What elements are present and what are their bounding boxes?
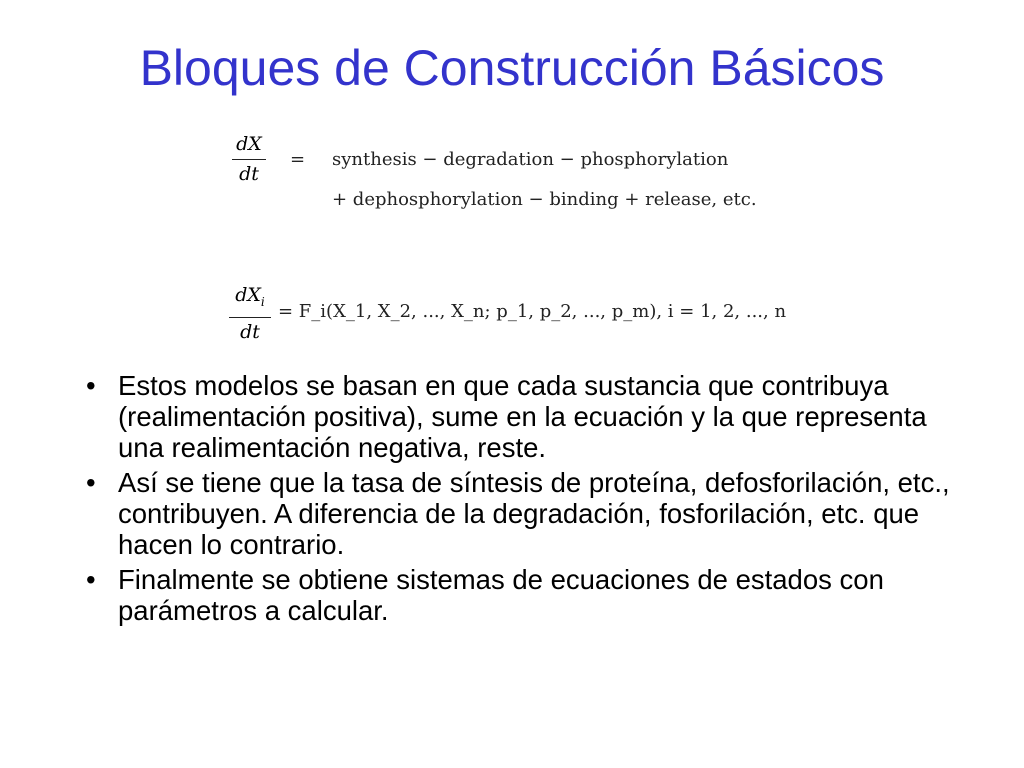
bullet-marker: • — [86, 564, 96, 595]
bullet-list — [80, 370, 960, 630]
equation-1-equals: = — [290, 149, 306, 170]
bullet-text: Así se tiene que la tasa de síntesis de proteína, defosforilación, etc., contribuyen. A diferencia de la degradación, fosforilación, etc. que hacen lo contrario. — [118, 467, 950, 560]
equation-2-numerator-sub: i — [260, 294, 265, 309]
slide-title: Bloques de Construcción Básicos — [139, 40, 885, 96]
bullet-marker: • — [86, 467, 96, 498]
equation-1-numerator: dX — [236, 133, 262, 155]
list-item — [80, 564, 960, 626]
fraction-bar — [232, 159, 266, 160]
equation-2-numerator — [235, 284, 265, 313]
equation-1-denominator: dt — [239, 163, 259, 185]
equation-1-line-2: + dephosphorylation − binding + release, etc. — [332, 189, 757, 210]
equation-2-fraction — [229, 284, 271, 343]
equation-2-denominator: dt — [240, 320, 260, 343]
equation-2-numerator-base: dX — [235, 284, 261, 306]
equation-1-fraction — [232, 133, 266, 185]
equation-2-rhs: = F_i(X_1, X_2, ..., X_n; p_1, p_2, ..., p_m), i = 1, 2, ..., n — [278, 301, 787, 322]
list-item — [80, 467, 960, 560]
equation-1-line-1: synthesis − degradation − phosphorylation — [332, 149, 729, 170]
fraction-bar — [229, 317, 271, 318]
bullet-marker: • — [86, 370, 96, 401]
list-item — [80, 370, 960, 463]
bullet-text: Finalmente se obtiene sistemas de ecuaciones de estados con parámetros a calcular. — [118, 564, 884, 626]
bullet-text: Estos modelos se basan en que cada sustancia que contribuya (realimentación positiva), sume en la ecuación y la que representa una realimentación negativa, reste. — [118, 370, 927, 463]
